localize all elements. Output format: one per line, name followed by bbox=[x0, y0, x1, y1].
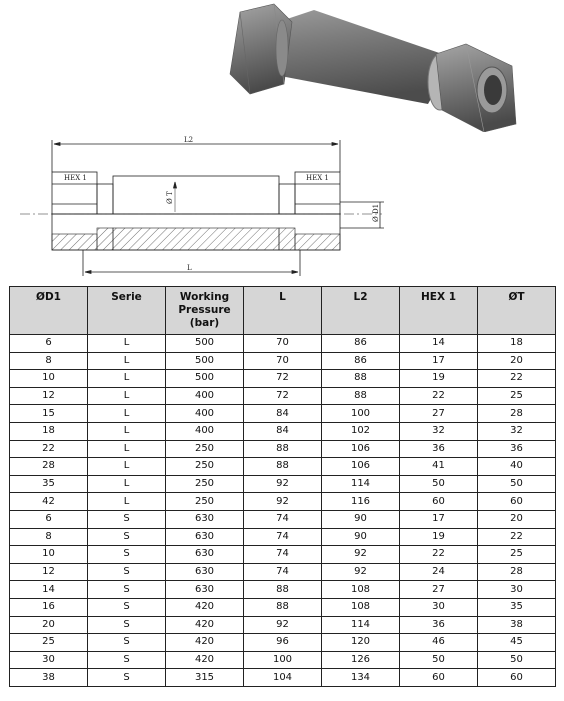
table-row bbox=[10, 528, 556, 546]
cell-working-pressure: 420 bbox=[166, 616, 244, 634]
cell-working-pressure: 250 bbox=[166, 493, 244, 511]
cell-t: 50 bbox=[478, 475, 556, 493]
cell-d1: 28 bbox=[10, 458, 88, 476]
cell-serie: L bbox=[88, 458, 166, 476]
cell-working-pressure: 250 bbox=[166, 440, 244, 458]
cell-d1: 16 bbox=[10, 598, 88, 616]
cell-serie: S bbox=[88, 634, 166, 652]
table-row bbox=[10, 493, 556, 511]
cell-working-pressure: 400 bbox=[166, 387, 244, 405]
cell-hex1: 24 bbox=[400, 563, 478, 581]
cell-hex1: 19 bbox=[400, 370, 478, 388]
table-row bbox=[10, 352, 556, 370]
table-row bbox=[10, 669, 556, 687]
cell-working-pressure: 315 bbox=[166, 669, 244, 687]
cell-hex1: 46 bbox=[400, 634, 478, 652]
cell-working-pressure: 500 bbox=[166, 370, 244, 388]
cell-d1: 15 bbox=[10, 405, 88, 423]
table-row bbox=[10, 581, 556, 599]
table-row bbox=[10, 370, 556, 388]
cell-hex1: 60 bbox=[400, 493, 478, 511]
cell-l: 74 bbox=[244, 563, 322, 581]
header-working-pressure: Working Pressure (bar) bbox=[166, 287, 244, 335]
cell-serie: L bbox=[88, 440, 166, 458]
cell-d1: 12 bbox=[10, 563, 88, 581]
cell-l2: 114 bbox=[322, 475, 400, 493]
cell-serie: S bbox=[88, 528, 166, 546]
cell-l2: 90 bbox=[322, 528, 400, 546]
header-l: L bbox=[244, 287, 322, 335]
cell-l2: 126 bbox=[322, 651, 400, 669]
cell-t: 20 bbox=[478, 510, 556, 528]
cell-d1: 14 bbox=[10, 581, 88, 599]
cell-t: 45 bbox=[478, 634, 556, 652]
cell-d1: 10 bbox=[10, 370, 88, 388]
header-l2: L2 bbox=[322, 287, 400, 335]
cell-working-pressure: 500 bbox=[166, 335, 244, 353]
cell-hex1: 50 bbox=[400, 651, 478, 669]
cell-t: 35 bbox=[478, 598, 556, 616]
cell-working-pressure: 250 bbox=[166, 475, 244, 493]
cell-working-pressure: 630 bbox=[166, 563, 244, 581]
cell-l: 100 bbox=[244, 651, 322, 669]
table-row bbox=[10, 563, 556, 581]
cell-t: 36 bbox=[478, 440, 556, 458]
table-row bbox=[10, 634, 556, 652]
cell-serie: S bbox=[88, 669, 166, 687]
cell-d1: 8 bbox=[10, 352, 88, 370]
cell-serie: S bbox=[88, 510, 166, 528]
cell-d1: 6 bbox=[10, 510, 88, 528]
cell-t: 60 bbox=[478, 493, 556, 511]
cell-l2: 108 bbox=[322, 598, 400, 616]
cell-t: 28 bbox=[478, 405, 556, 423]
technical-drawing bbox=[0, 132, 564, 282]
cell-l: 88 bbox=[244, 440, 322, 458]
cell-l: 70 bbox=[244, 335, 322, 353]
cell-serie: S bbox=[88, 581, 166, 599]
cell-t: 38 bbox=[478, 616, 556, 634]
cell-l2: 134 bbox=[322, 669, 400, 687]
cell-l2: 108 bbox=[322, 581, 400, 599]
cell-working-pressure: 400 bbox=[166, 422, 244, 440]
cell-d1: 22 bbox=[10, 440, 88, 458]
cell-l: 104 bbox=[244, 669, 322, 687]
table-row bbox=[10, 405, 556, 423]
l-dimension-label: L bbox=[187, 264, 192, 272]
table-row bbox=[10, 475, 556, 493]
cell-serie: L bbox=[88, 475, 166, 493]
cell-hex1: 60 bbox=[400, 669, 478, 687]
cell-t: 30 bbox=[478, 581, 556, 599]
table-row bbox=[10, 440, 556, 458]
cell-l2: 114 bbox=[322, 616, 400, 634]
cell-l: 92 bbox=[244, 616, 322, 634]
hex-left-label: HEX 1 bbox=[64, 174, 87, 182]
cell-l2: 88 bbox=[322, 370, 400, 388]
table-row bbox=[10, 598, 556, 616]
cell-t: 32 bbox=[478, 422, 556, 440]
cell-t: 60 bbox=[478, 669, 556, 687]
header-t: ØT bbox=[478, 287, 556, 335]
cell-serie: L bbox=[88, 387, 166, 405]
header-hex1: HEX 1 bbox=[400, 287, 478, 335]
cell-serie: L bbox=[88, 335, 166, 353]
cell-l: 74 bbox=[244, 546, 322, 564]
cell-l2: 120 bbox=[322, 634, 400, 652]
cell-hex1: 17 bbox=[400, 510, 478, 528]
cell-l2: 116 bbox=[322, 493, 400, 511]
cell-l2: 86 bbox=[322, 352, 400, 370]
cell-l: 88 bbox=[244, 581, 322, 599]
cell-l: 70 bbox=[244, 352, 322, 370]
cell-l2: 90 bbox=[322, 510, 400, 528]
cell-l: 84 bbox=[244, 405, 322, 423]
cell-serie: S bbox=[88, 616, 166, 634]
cell-d1: 42 bbox=[10, 493, 88, 511]
cell-t: 22 bbox=[478, 528, 556, 546]
table-row bbox=[10, 335, 556, 353]
cell-hex1: 32 bbox=[400, 422, 478, 440]
cell-t: 25 bbox=[478, 387, 556, 405]
cell-working-pressure: 420 bbox=[166, 634, 244, 652]
cell-l: 88 bbox=[244, 458, 322, 476]
cell-l2: 86 bbox=[322, 335, 400, 353]
d1-diameter-label: Ø D1 bbox=[372, 203, 380, 222]
cell-l2: 106 bbox=[322, 458, 400, 476]
fitting-render-image bbox=[222, 0, 542, 132]
cell-serie: S bbox=[88, 563, 166, 581]
cell-l2: 92 bbox=[322, 546, 400, 564]
cell-d1: 30 bbox=[10, 651, 88, 669]
cell-working-pressure: 420 bbox=[166, 598, 244, 616]
cell-d1: 18 bbox=[10, 422, 88, 440]
cell-serie: L bbox=[88, 493, 166, 511]
cell-l: 88 bbox=[244, 598, 322, 616]
cell-hex1: 17 bbox=[400, 352, 478, 370]
cell-d1: 25 bbox=[10, 634, 88, 652]
cell-working-pressure: 630 bbox=[166, 581, 244, 599]
table-row bbox=[10, 546, 556, 564]
cell-t: 25 bbox=[478, 546, 556, 564]
cell-l2: 102 bbox=[322, 422, 400, 440]
table-row bbox=[10, 458, 556, 476]
cell-hex1: 22 bbox=[400, 546, 478, 564]
cell-hex1: 19 bbox=[400, 528, 478, 546]
cell-serie: S bbox=[88, 651, 166, 669]
table-row bbox=[10, 651, 556, 669]
cell-d1: 38 bbox=[10, 669, 88, 687]
cell-working-pressure: 500 bbox=[166, 352, 244, 370]
cell-l2: 106 bbox=[322, 440, 400, 458]
table-row bbox=[10, 422, 556, 440]
cell-hex1: 27 bbox=[400, 405, 478, 423]
cell-l: 72 bbox=[244, 370, 322, 388]
cell-working-pressure: 630 bbox=[166, 510, 244, 528]
cell-serie: S bbox=[88, 546, 166, 564]
cell-l: 72 bbox=[244, 387, 322, 405]
cell-l: 92 bbox=[244, 493, 322, 511]
cell-l2: 100 bbox=[322, 405, 400, 423]
cell-working-pressure: 630 bbox=[166, 528, 244, 546]
table-row bbox=[10, 616, 556, 634]
cell-working-pressure: 400 bbox=[166, 405, 244, 423]
cell-serie: L bbox=[88, 370, 166, 388]
table-row bbox=[10, 510, 556, 528]
cell-l: 84 bbox=[244, 422, 322, 440]
cell-hex1: 50 bbox=[400, 475, 478, 493]
cell-t: 50 bbox=[478, 651, 556, 669]
table-header-row bbox=[10, 287, 556, 335]
cell-t: 22 bbox=[478, 370, 556, 388]
cell-serie: L bbox=[88, 405, 166, 423]
cell-t: 18 bbox=[478, 335, 556, 353]
cell-t: 20 bbox=[478, 352, 556, 370]
cell-hex1: 27 bbox=[400, 581, 478, 599]
cell-l2: 92 bbox=[322, 563, 400, 581]
cell-hex1: 30 bbox=[400, 598, 478, 616]
cell-l2: 88 bbox=[322, 387, 400, 405]
cell-d1: 8 bbox=[10, 528, 88, 546]
l2-dimension-label: L2 bbox=[184, 136, 194, 144]
cell-l: 92 bbox=[244, 475, 322, 493]
table-row bbox=[10, 387, 556, 405]
cell-d1: 6 bbox=[10, 335, 88, 353]
cell-l: 74 bbox=[244, 528, 322, 546]
cell-working-pressure: 630 bbox=[166, 546, 244, 564]
cell-d1: 10 bbox=[10, 546, 88, 564]
cell-t: 28 bbox=[478, 563, 556, 581]
cell-d1: 12 bbox=[10, 387, 88, 405]
t-diameter-label: Ø T bbox=[166, 191, 174, 204]
cell-serie: L bbox=[88, 352, 166, 370]
header-serie: Serie bbox=[88, 287, 166, 335]
cell-hex1: 41 bbox=[400, 458, 478, 476]
cell-serie: S bbox=[88, 598, 166, 616]
cell-serie: L bbox=[88, 422, 166, 440]
specification-table bbox=[9, 286, 556, 687]
hex-right-label: HEX 1 bbox=[306, 174, 329, 182]
cell-d1: 35 bbox=[10, 475, 88, 493]
cell-hex1: 22 bbox=[400, 387, 478, 405]
cell-l: 96 bbox=[244, 634, 322, 652]
cell-t: 40 bbox=[478, 458, 556, 476]
cell-working-pressure: 420 bbox=[166, 651, 244, 669]
cell-hex1: 14 bbox=[400, 335, 478, 353]
cell-hex1: 36 bbox=[400, 440, 478, 458]
header-d1: ØD1 bbox=[10, 287, 88, 335]
cell-l: 74 bbox=[244, 510, 322, 528]
cell-hex1: 36 bbox=[400, 616, 478, 634]
cell-working-pressure: 250 bbox=[166, 458, 244, 476]
cell-d1: 20 bbox=[10, 616, 88, 634]
